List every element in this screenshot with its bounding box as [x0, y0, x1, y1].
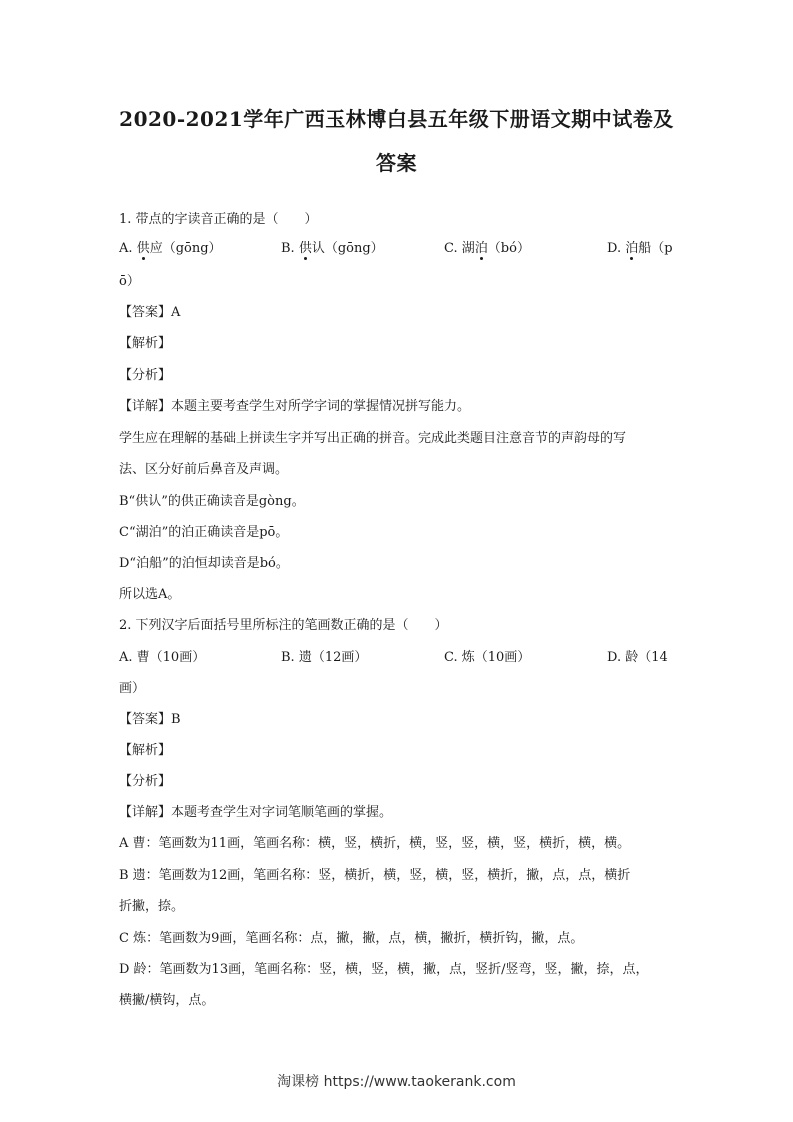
q2-option-d: D. 龄（14: [607, 650, 668, 665]
q1-detail: 【详解】本题主要考查学生对所学字词的掌握情况拼写能力。: [119, 399, 471, 414]
q1-option-d: [607, 237, 673, 256]
page-title-line2: 答案: [376, 151, 417, 175]
q1-answer: 【答案】A: [119, 305, 181, 320]
q1-option-c-post: （bó）: [487, 241, 530, 256]
q1-analysis-heading: 【解析】: [119, 336, 172, 351]
q2-fenxi-heading: 【分析】: [119, 774, 172, 789]
q2-option-d-continued: 画）: [119, 681, 146, 696]
q1-paragraph-1: 学生应在理解的基础上拼读生字并写出正确的拼音。完成此类题目注意音节的声韵母的写: [119, 431, 627, 446]
q2-note-b-line1: B 遗：笔画数为12画，笔画名称：竖，横折，横，竖，横，竖，横折，撇，点，点，横折: [119, 868, 631, 883]
q2-note-a: A 曹：笔画数为11画，笔画名称：横，竖，横折，横，竖，竖，横，竖，横折，横，横。: [119, 836, 631, 851]
q2-option-b: B. 遗（12画）: [281, 650, 368, 665]
q2-note-d-line2: 横撇/横钩，点。: [119, 993, 215, 1008]
q1-option-a-dotted-char: 供: [136, 241, 150, 256]
q1-option-c: [444, 237, 530, 256]
q1-option-c-pre: 湖: [461, 241, 475, 256]
q1-option-b-post: 认（gōng）: [311, 241, 384, 256]
q1-option-b-dotted-char: 供: [298, 241, 312, 256]
q2-note-d-line1: D 龄：笔画数为13画，笔画名称：竖，横，竖，横，撇，点，竖折/竖弯，竖，撇，捺，点，: [119, 962, 649, 977]
page-title-line1: 2020-2021学年广西玉林博白县五年级下册语文期中试卷及: [119, 107, 674, 131]
q1-fenxi-heading: 【分析】: [119, 368, 172, 383]
q1-option-d-continued: ō）: [119, 274, 140, 289]
q1-option-a: [119, 237, 222, 256]
q1-conclusion: 所以选A。: [119, 587, 181, 602]
q1-paragraph-2: 法、区分好前后鼻音及声调。: [119, 462, 289, 477]
q1-option-b-label: B.: [281, 241, 295, 256]
q1-note-c: C“湖泊”的泊正确读音是pō。: [119, 525, 289, 540]
q1-note-d: D“泊船”的泊恒却读音是bó。: [119, 556, 289, 571]
q2-detail: 【详解】本题考查学生对字词笔顺笔画的掌握。: [119, 805, 393, 820]
question-2-stem: 2. 下列汉字后面括号里所标注的笔画数正确的是（ ）: [119, 618, 448, 633]
footer-watermark: 淘课榜 https://www.taokerank.com: [277, 1074, 516, 1090]
q2-note-b-line2: 折撇，捺。: [119, 899, 185, 914]
q2-note-c: C 炼：笔画数为9画，笔画名称：点，撇，撇，点，横，撇折，横折钩，撇，点。: [119, 931, 584, 946]
q1-option-b: [281, 237, 384, 256]
q1-option-c-dotted-char: 泊: [474, 241, 488, 256]
q2-analysis-heading: 【解析】: [119, 743, 172, 758]
q1-option-d-label: D.: [607, 241, 622, 256]
q1-option-a-label: A.: [119, 241, 133, 256]
q1-note-b: B“供认”的供正确读音是gòng。: [119, 494, 305, 509]
q1-option-a-post: 应（gōng）: [149, 241, 222, 256]
q1-option-d-post: 船（p: [638, 241, 673, 256]
q1-option-d-dotted-char: 泊: [625, 241, 639, 256]
q2-option-c: C. 炼（10画）: [444, 650, 531, 665]
q2-answer: 【答案】B: [119, 712, 181, 727]
question-1-stem: 1. 带点的字读音正确的是（ ）: [119, 212, 318, 227]
q1-option-c-label: C.: [444, 241, 458, 256]
q2-option-a: A. 曹（10画）: [119, 650, 206, 665]
